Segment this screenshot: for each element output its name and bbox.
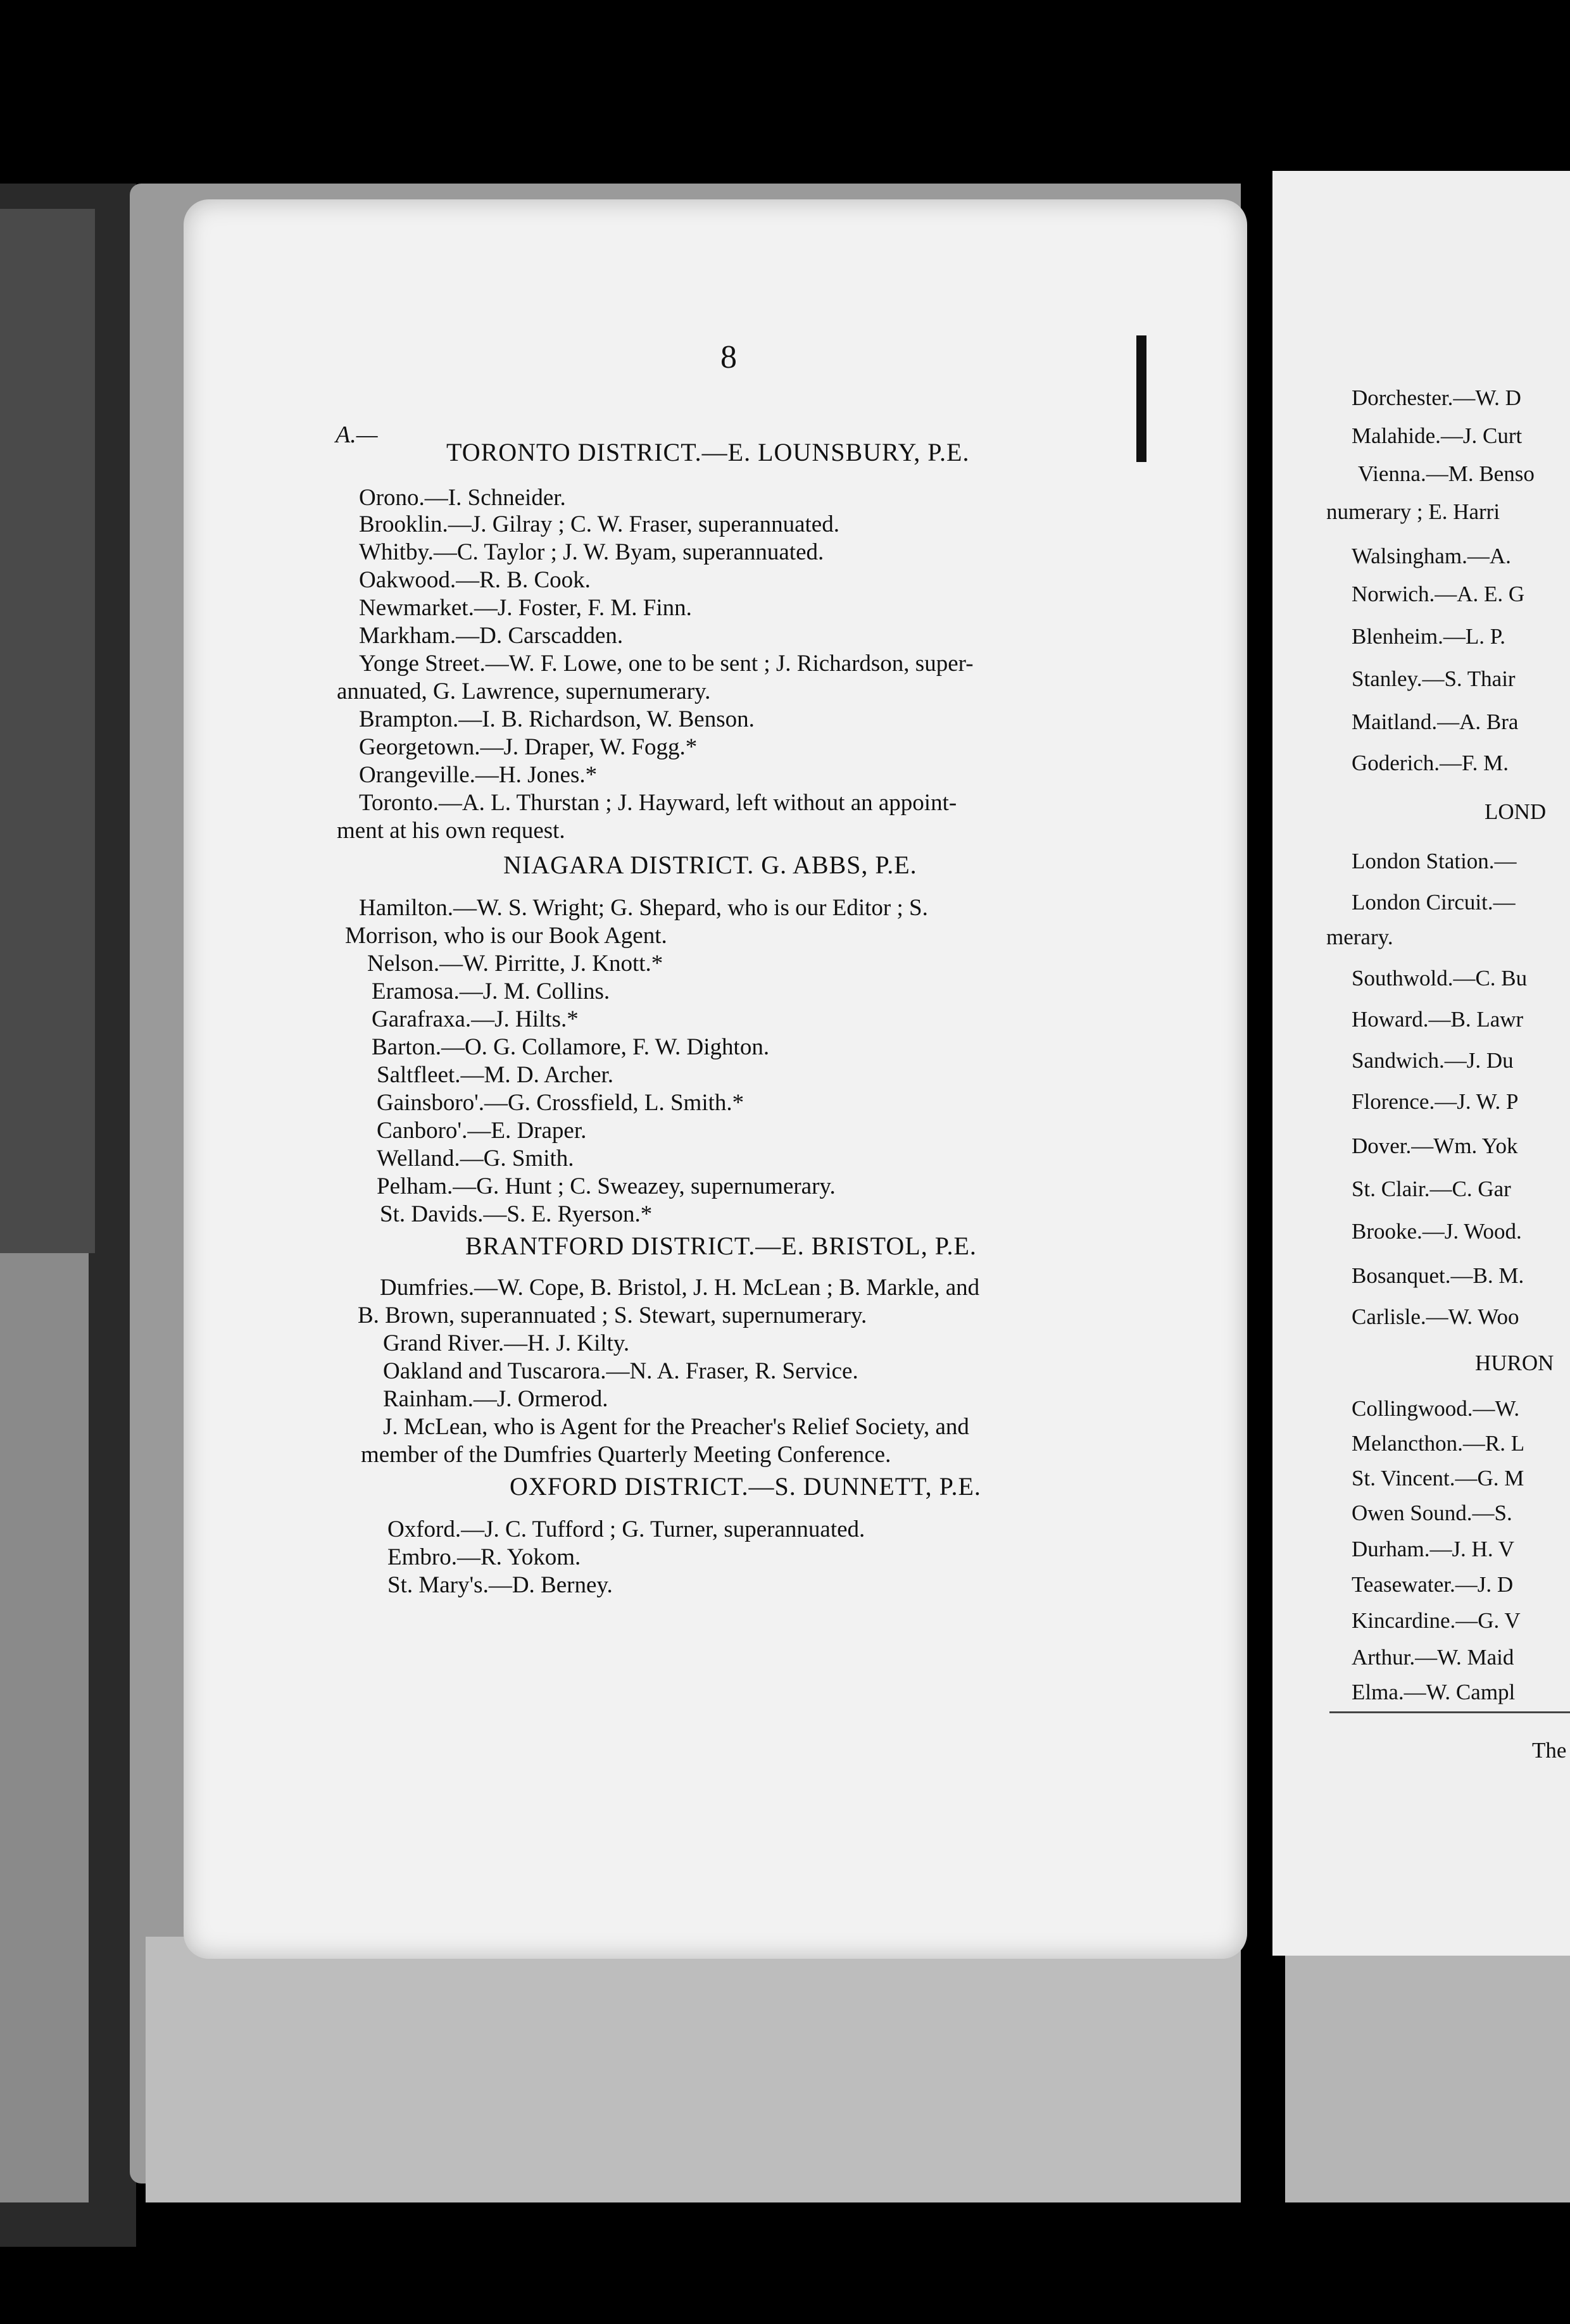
right-page-line: London Circuit.— <box>1352 890 1516 915</box>
circuit-entry: Hamilton.—W. S. Wright; G. Shepard, who is our Editor ; S. <box>359 895 928 921</box>
circuit-entry: Embro.—R. Yokom. <box>387 1544 581 1570</box>
circuit-entry: Markham.—D. Carscadden. <box>359 623 624 649</box>
circuit-entry: Eramosa.—J. M. Collins. <box>372 978 610 1004</box>
binding-strip <box>0 209 95 1253</box>
right-page-line: The <box>1532 1738 1567 1763</box>
right-page-line: Stanley.—S. Thair <box>1352 666 1516 691</box>
right-page-line: Goderich.—F. M. <box>1352 751 1509 775</box>
circuit-entry: Dumfries.—W. Cope, B. Bristol, J. H. McLean ; B. Markle, and <box>380 1275 980 1301</box>
right-page-line: Maitland.—A. Bra <box>1352 709 1519 734</box>
right-page-line: Elma.—W. Campl <box>1352 1680 1516 1704</box>
right-page-line: HURON <box>1475 1351 1554 1375</box>
circuit-entry: Newmarket.—J. Foster, F. M. Finn. <box>359 595 692 621</box>
right-page-line: Southwold.—C. Bu <box>1352 966 1528 990</box>
circuit-entry: Rainham.—J. Ormerod. <box>383 1386 608 1412</box>
right-page-line: Dover.—Wm. Yok <box>1352 1134 1518 1158</box>
district-heading: TORONTO DISTRICT.—E. LOUNSBURY, P.E. <box>446 438 970 466</box>
right-page-line: Arthur.—W. Maid <box>1352 1645 1514 1670</box>
ink-mark <box>1136 335 1146 462</box>
right-page-edges <box>1285 1937 1570 2202</box>
circuit-entry: annuated, G. Lawrence, supernumerary. <box>337 678 711 704</box>
page-edges <box>146 1937 1260 2202</box>
circuit-entry: Whitby.—C. Taylor ; J. W. Byam, superannuated. <box>359 539 824 565</box>
circuit-entry: St. Mary's.—D. Berney. <box>387 1572 613 1598</box>
right-page-line: Carlisle.—W. Woo <box>1352 1304 1519 1329</box>
circuit-entry: Gainsboro'.—G. Crossfield, L. Smith.* <box>377 1090 744 1116</box>
district-heading: NIAGARA DISTRICT. G. ABBS, P.E. <box>503 851 917 879</box>
page-number: 8 <box>720 339 737 375</box>
circuit-entry: Orono.—I. Schneider. <box>359 485 566 511</box>
right-page-line: Vienna.—M. Benso <box>1358 461 1535 486</box>
binding-edge <box>0 1253 89 2202</box>
circuit-entry: Morrison, who is our Book Agent. <box>345 923 667 949</box>
circuit-entry: Garafraxa.—J. Hilts.* <box>372 1006 579 1032</box>
right-page-line: Brooke.—J. Wood. <box>1352 1219 1522 1244</box>
right-page-line: St. Vincent.—G. M <box>1352 1466 1524 1490</box>
right-page-line: Dorchester.—W. D <box>1352 385 1521 410</box>
circuit-entry: Oakland and Tuscarora.—N. A. Fraser, R. Service. <box>383 1358 858 1384</box>
right-page-line: Melancthon.—R. L <box>1352 1431 1525 1456</box>
circuit-entry: Pelham.—G. Hunt ; C. Sweazey, supernumerary. <box>377 1173 836 1199</box>
circuit-entry: ment at his own request. <box>337 818 565 844</box>
right-page-line: numerary ; E. Harri <box>1326 499 1500 524</box>
right-page-line: Bosanquet.—B. M. <box>1352 1263 1524 1288</box>
circuit-entry: Georgetown.—J. Draper, W. Fogg.* <box>359 734 698 760</box>
circuit-entry: Nelson.—W. Pirritte, J. Knott.* <box>367 951 663 977</box>
right-page-line: St. Clair.—C. Gar <box>1352 1177 1511 1201</box>
right-page-line: LOND <box>1485 799 1547 824</box>
right-page-line: Howard.—B. Lawr <box>1352 1007 1524 1032</box>
circuit-entry: Barton.—O. G. Collamore, F. W. Dighton. <box>372 1034 770 1060</box>
district-heading: OXFORD DISTRICT.—S. DUNNETT, P.E. <box>510 1472 981 1501</box>
right-page-line: Florence.—J. W. P <box>1352 1089 1519 1114</box>
circuit-entry: Toronto.—A. L. Thurstan ; J. Hayward, left without an appoint- <box>359 790 957 816</box>
circuit-entry: Oakwood.—R. B. Cook. <box>359 567 591 593</box>
right-page-line: Kincardine.—G. V <box>1352 1608 1521 1633</box>
right-page-line: Walsingham.—A. <box>1352 544 1511 568</box>
right-page-line: Collingwood.—W. <box>1352 1396 1520 1421</box>
circuit-entry: St. Davids.—S. E. Ryerson.* <box>380 1201 653 1227</box>
right-page-line: Teasewater.—J. D <box>1352 1572 1514 1597</box>
right-page-line: Norwich.—A. E. G <box>1352 582 1525 606</box>
circuit-entry: Grand River.—H. J. Kilty. <box>383 1330 630 1356</box>
circuit-entry: Welland.—G. Smith. <box>377 1146 574 1171</box>
horizontal-rule <box>1329 1711 1570 1713</box>
circuit-entry: J. McLean, who is Agent for the Preacher's Relief Society, and <box>383 1414 969 1440</box>
right-page-line: Durham.—J. H. V <box>1352 1537 1514 1561</box>
district-heading: BRANTFORD DISTRICT.—E. BRISTOL, P.E. <box>465 1232 977 1260</box>
circuit-entry: Saltfleet.—M. D. Archer. <box>377 1062 614 1088</box>
circuit-entry: Yonge Street.—W. F. Lowe, one to be sent ; J. Richardson, super- <box>359 651 974 677</box>
circuit-entry: member of the Dumfries Quarterly Meeting Conference. <box>361 1442 891 1468</box>
right-page-line: Blenheim.—L. P. <box>1352 624 1506 649</box>
circuit-entry: Orangeville.—H. Jones.* <box>359 762 598 788</box>
right-page-line: merary. <box>1326 925 1393 949</box>
right-page-line: Sandwich.—J. Du <box>1352 1048 1514 1073</box>
circuit-entry: Brampton.—I. B. Richardson, W. Benson. <box>359 706 755 732</box>
circuit-entry: Canboro'.—E. Draper. <box>377 1118 587 1144</box>
right-page-line: Malahide.—J. Curt <box>1352 423 1523 448</box>
right-page-line: Owen Sound.—S. <box>1352 1501 1512 1525</box>
circuit-entry: B. Brown, superannuated ; S. Stewart, supernumerary. <box>358 1303 867 1328</box>
right-page-line: London Station.— <box>1352 849 1517 873</box>
circuit-entry: Brooklin.—J. Gilray ; C. W. Fraser, superannuated. <box>359 511 839 537</box>
section-marker: A.— <box>336 422 378 448</box>
circuit-entry: Oxford.—J. C. Tufford ; G. Turner, superannuated. <box>387 1516 865 1542</box>
